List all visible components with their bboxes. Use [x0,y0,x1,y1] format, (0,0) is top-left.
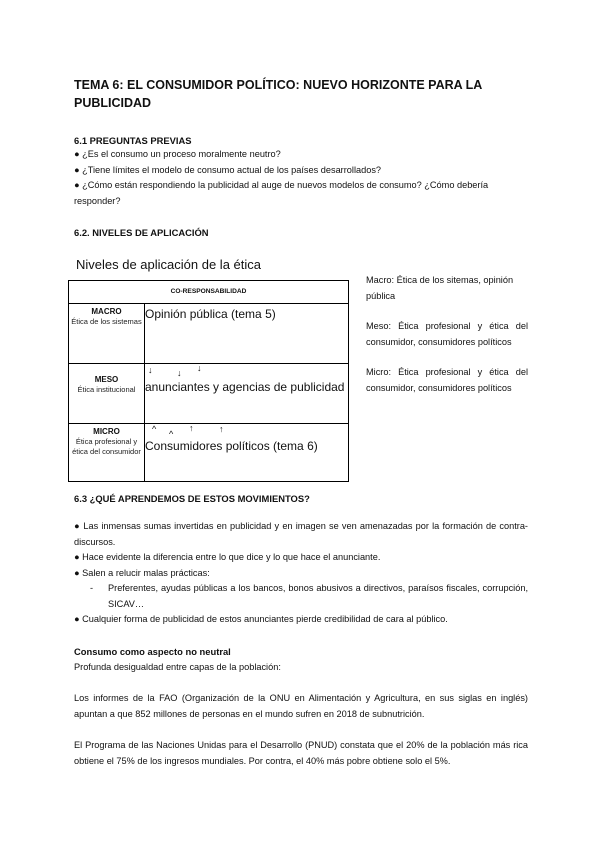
level-macro [69,304,145,364]
section-3-bullets [74,519,528,628]
ethics-levels-table [68,280,349,482]
level-desc: Ética institucional [77,385,136,394]
caret-up-icon: ^ [152,424,157,434]
dash-marker: - [90,583,94,593]
consumo-subtitle: Profunda desigualdad entre capas de la población: [74,662,281,672]
caret-up-icon: ^ [169,429,174,439]
sub-list-item [74,581,528,612]
level-content-text: Opinión pública (tema 5) [145,307,276,321]
list-item: ● ¿Es el consumo un proceso moralmente neutro? [74,149,281,159]
arrow-up-icon: ↑ [219,424,224,434]
arrow-down-icon: ↓ [177,368,182,378]
section-3-heading: 6.3 ¿QUÉ APRENDEMOS DE ESTOS MOVIMIENTOS? [74,493,310,504]
list-item: ● Las inmensas sumas invertidas en publicidad y en imagen se ven amenazadas por la formación de contra-discursos. [74,521,528,547]
arrow-down-icon: ↓ [197,363,202,373]
side-note-meso: Meso: Ética profesional y ética del consumidor, consumidores políticos [366,321,528,347]
level-content-text: anunciantes y agencias de publicidad [145,380,345,394]
level-content [145,304,349,364]
table-header-row [69,281,349,304]
page-title: TEMA 6: EL CONSUMIDOR POLÍTICO: NUEVO HORIZONTE PARA LA PUBLICIDAD [74,78,482,110]
arrow-down-icon: ↓ [148,365,153,375]
level-meso [69,364,145,424]
level-label: MICRO [93,427,120,436]
level-micro [69,424,145,482]
side-notes [366,273,528,396]
table-row [69,364,349,424]
level-content [145,424,349,482]
level-content-text: Consumidores políticos (tema 6) [145,439,318,453]
sub-list-item-text: Preferentes, ayudas públicas a los bancos, bonos abusivos a directivos, paraísos fiscales, corrupción, SICAV… [108,583,528,609]
list-item: ● Cualquier forma de publicidad de estos anunciantes pierde credibilidad de cara al público. [74,614,448,624]
list-item: ● Hace evidente la diferencia entre lo que dice y lo que hace el anunciante. [74,552,381,562]
level-desc: Ética profesional y ética del consumidor [72,437,141,456]
list-item: ● Salen a relucir malas prácticas: [74,567,210,578]
figure-title: Niveles de aplicación de la ética [76,257,261,272]
list-item: ● ¿Tiene límites el modelo de consumo actual de los países desarrollados? [74,164,382,175]
list-item: ● ¿Cómo están respondiendo la publicidad al auge de nuevos modelos de consumo? ¿Cómo debería responder? [74,180,489,206]
consumo-paragraph-2: El Programa de las Naciones Unidas para el Desarrollo (PNUD) constata que el 20% de la población más rica obtiene el 75% de los ingresos mundiales. Por contra, el 40% más pobre obtiene solo el 5%. [74,740,528,766]
side-note-micro: Micro: Ética profesional y ética del consumidor, consumidores políticos [366,367,528,393]
table-row [69,304,349,364]
arrow-up-icon: ↑ [189,423,194,433]
level-label: MESO [94,375,119,384]
level-desc: Ética de los sistemas [71,317,142,326]
section-1-heading: 6.1 PREGUNTAS PREVIAS [74,135,192,146]
consumo-heading: Consumo como aspecto no neutral [74,646,231,657]
consumo-paragraph-1: Los informes de la FAO (Organización de la ONU en Alimentación y Agricultura, en sus siglas en inglés) apuntan a que 852 millones de personas en el mundo sufren en 2018 de subnutrición. [74,693,528,719]
co-responsabilidad-header: CO-RESPONSABILIDAD [69,281,349,304]
level-content [145,364,349,424]
section-1-bullets [74,147,528,209]
section-2-heading: 6.2. NIVELES DE APLICACIÓN [74,227,209,238]
level-label: MACRO [91,307,122,316]
side-note-macro: Macro: Ética de los sitemas, opinión pública [366,275,514,301]
table-row [69,424,349,482]
